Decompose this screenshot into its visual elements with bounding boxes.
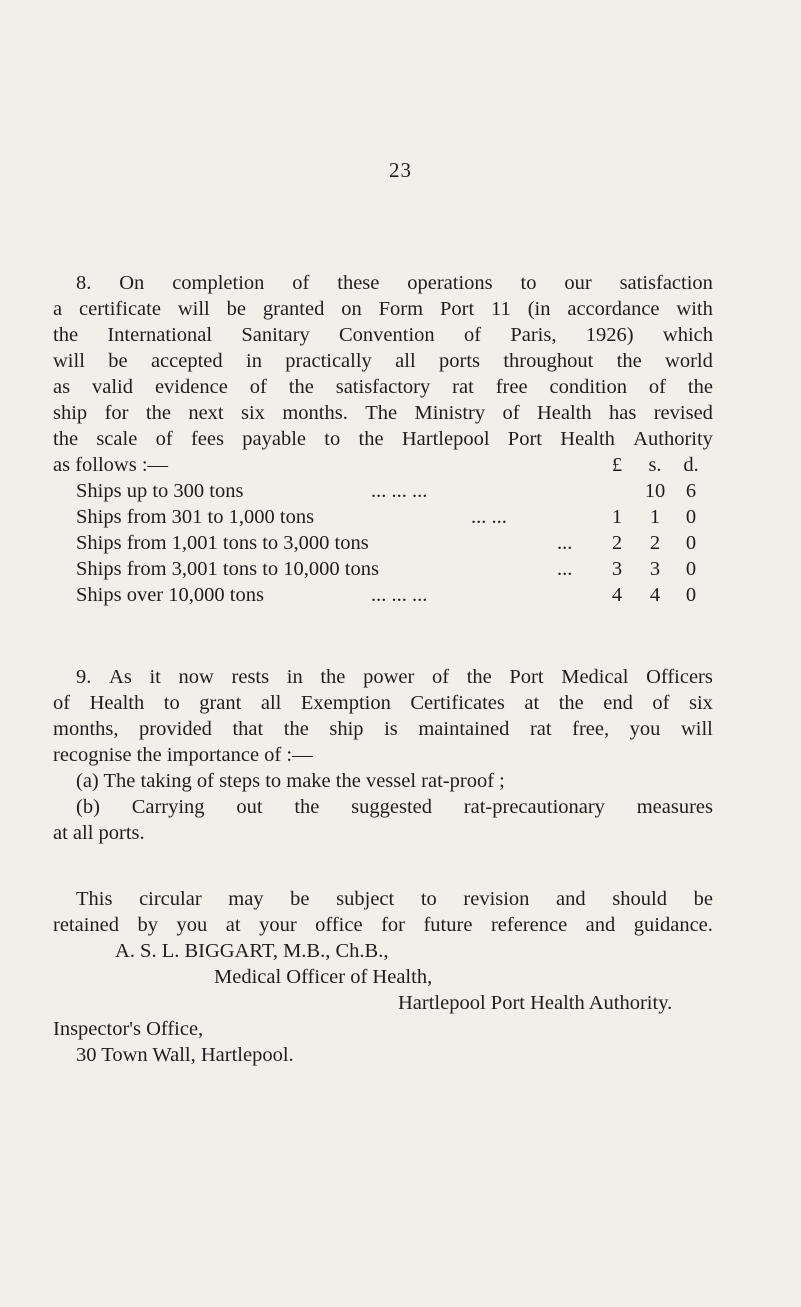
fee-pounds: 3 <box>611 558 623 580</box>
page-number: 23 <box>389 158 412 182</box>
fee-label: Ships from 301 to 1,000 tons <box>76 506 315 528</box>
paragraph-line: will be accepted in practically all ports throughout the world <box>53 350 713 372</box>
fee-label: Ships from 3,001 tons to 10,000 tons <box>76 558 379 580</box>
paragraph-line: as valid evidence of the satisfactory rat free condition of the <box>53 376 713 398</box>
leader-dots: ... <box>557 532 573 554</box>
table-row <box>53 478 713 504</box>
fee-pence: 0 <box>685 584 697 606</box>
pounds-header: £ <box>611 454 623 476</box>
fee-shillings: 2 <box>649 532 661 554</box>
paragraph-line: ship for the next six months. The Ministry of Health has revised <box>53 402 713 424</box>
fee-label: Ships up to 300 tons <box>76 480 244 502</box>
fee-table <box>53 478 713 608</box>
list-item: (b) Carrying out the suggested rat-precautionary measures <box>76 796 713 818</box>
fee-label: Ships from 1,001 tons to 3,000 tons <box>76 532 369 554</box>
leader-dots: ... ... ... <box>371 480 428 502</box>
table-row <box>53 504 713 530</box>
signatory-authority: Hartlepool Port Health Authority. <box>398 992 673 1014</box>
signatory-name: A. S. L. BIGGART, M.B., Ch.B., <box>115 940 389 962</box>
paragraph-line: the International Sanitary Convention of Paris, 1926) which <box>53 324 713 346</box>
leader-dots: ... ... ... <box>371 584 428 606</box>
office-name: Inspector's Office, <box>53 1018 204 1040</box>
table-row <box>53 582 713 608</box>
signatory-title: Medical Officer of Health, <box>214 966 433 988</box>
table-row <box>53 556 713 582</box>
paragraph-line: recognise the importance of :— <box>53 744 313 766</box>
fee-header <box>53 452 713 478</box>
list-item: (a) The taking of steps to make the vessel rat-proof ; <box>76 770 505 792</box>
paragraph-line: retained by you at your office for future reference and guidance. <box>53 914 713 936</box>
fee-pounds: 2 <box>611 532 623 554</box>
fee-pounds: 4 <box>611 584 623 606</box>
fee-pence: 0 <box>685 532 697 554</box>
office-address: 30 Town Wall, Hartlepool. <box>76 1044 294 1066</box>
paragraph-line: months, provided that the ship is maintained rat free, you will <box>53 718 713 740</box>
fee-pence: 6 <box>685 480 697 502</box>
leader-dots: ... <box>557 558 573 580</box>
paragraph-line: the scale of fees payable to the Hartlepool Port Health Authority <box>53 428 713 450</box>
fee-shillings: 1 <box>649 506 661 528</box>
fee-pence: 0 <box>685 506 697 528</box>
list-item-continuation: at all ports. <box>53 822 145 844</box>
paragraph-line: of Health to grant all Exemption Certificates at the end of six <box>53 692 713 714</box>
list-item-block <box>76 794 713 820</box>
fee-shillings: 10 <box>644 480 666 502</box>
fees-lead-text: as follows :— <box>53 454 169 476</box>
fee-label: Ships over 10,000 tons <box>76 584 264 606</box>
paragraph-8 <box>53 270 713 452</box>
paragraph-line: 9. As it now rests in the power of the Port Medical Officers <box>76 666 713 688</box>
leader-dots: ... ... <box>471 506 507 528</box>
fee-shillings: 3 <box>649 558 661 580</box>
paragraph-line: This circular may be subject to revision and should be <box>76 888 713 910</box>
table-row <box>53 530 713 556</box>
paragraph-line: 8. On completion of these operations to our satisfaction <box>76 272 713 294</box>
closing-paragraph <box>53 886 713 938</box>
fee-pence: 0 <box>685 558 697 580</box>
pence-header: d. <box>683 454 699 476</box>
shillings-header: s. <box>648 454 662 476</box>
fee-shillings: 4 <box>649 584 661 606</box>
fee-pounds: 1 <box>611 506 623 528</box>
paragraph-line: a certificate will be granted on Form Port 11 (in accordance with <box>53 298 713 320</box>
paragraph-9 <box>53 664 713 768</box>
